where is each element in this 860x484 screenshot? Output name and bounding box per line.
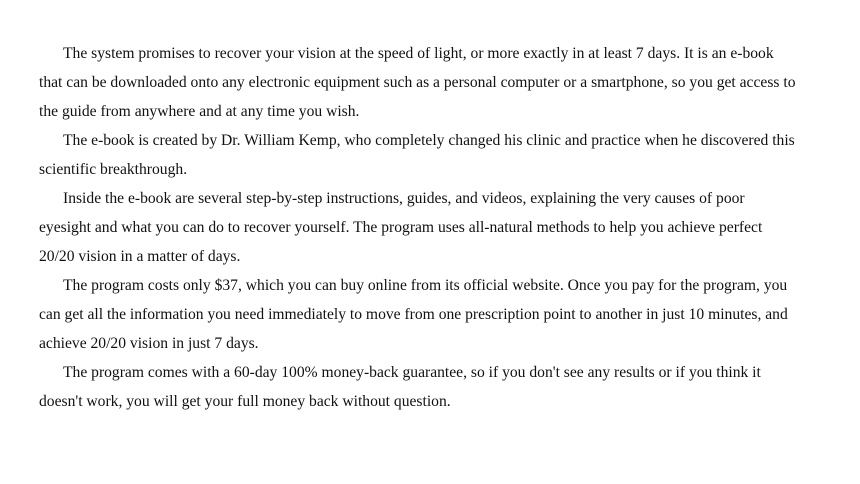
text-line: The e-book is created by Dr. William Kemp, who completely changed his clinic and practice when he discovered this	[63, 132, 795, 149]
text-line: The system promises to recover your vision at the speed of light, or more exactly in at least 7 days. It is an e-book	[63, 45, 774, 62]
text-line: 20/20 vision in a matter of days.	[39, 248, 241, 265]
document-body	[39, 39, 829, 416]
text-line: eyesight and what you can do to recover yourself. The program uses all-natural methods to help you achieve perfect	[39, 219, 763, 236]
paragraph-price	[39, 271, 829, 358]
text-line: the guide from anywhere and at any time you wish.	[39, 103, 360, 120]
text-line: achieve 20/20 vision in just 7 days.	[39, 335, 259, 352]
text-line: that can be downloaded onto any electronic equipment such as a personal computer or a smartphone, so you get access to	[39, 74, 796, 91]
text-line: The program costs only $37, which you can buy online from its official website. Once you pay for the program, you	[63, 277, 788, 294]
paragraph-author	[39, 126, 829, 184]
text-line: scientific breakthrough.	[39, 161, 188, 178]
text-line: can get all the information you need immediately to move from one prescription point to another in just 10 minutes, and	[39, 306, 788, 323]
text-line: doesn't work, you will get your full money back without question.	[39, 393, 451, 410]
paragraph-contents	[39, 184, 829, 271]
text-line: The program comes with a 60-day 100% money-back guarantee, so if you don't see any results or if you think it	[63, 364, 761, 381]
paragraph-guarantee	[39, 358, 829, 416]
paragraph-vision-recovery	[39, 39, 829, 126]
text-line: Inside the e-book are several step-by-step instructions, guides, and videos, explaining the very causes of poor	[63, 190, 745, 207]
